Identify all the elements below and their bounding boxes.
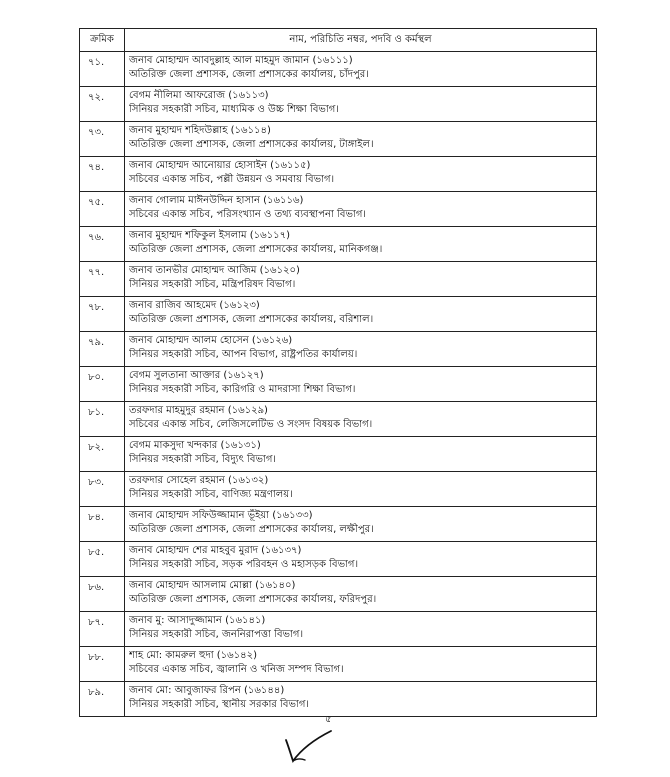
officer-details xyxy=(125,367,597,402)
table-header-row xyxy=(80,29,597,52)
officer-post: সিনিয়র সহকারী সচিব, বাণিজ্য মন্ত্রণালয়। xyxy=(129,489,293,500)
officer-name: জনাব মুহাম্মদ শহিদউল্লাহ (১৬১১৪) xyxy=(129,125,271,136)
officer-details xyxy=(125,542,597,577)
serial-column-header: ক্রমিক xyxy=(80,29,125,52)
officer-details xyxy=(125,437,597,472)
serial-number: ৭৮. xyxy=(80,297,125,332)
officer-details xyxy=(125,507,597,542)
serial-number: ৭৯. xyxy=(80,332,125,367)
table-row xyxy=(80,332,597,367)
officer-name: জনাব মুহাম্মদ শফিকুল ইসলাম (১৬১১৭) xyxy=(129,230,290,241)
officer-post: সচিবের একান্ত সচিব, লেজিসলেটিভ ও সংসদ বিষয়ক বিভাগ। xyxy=(129,419,373,430)
table-row xyxy=(80,612,597,647)
officer-details xyxy=(125,682,597,717)
serial-number: ৭৭. xyxy=(80,262,125,297)
signature-mark xyxy=(283,728,335,768)
officer-name: বেগম সুলতানা আক্তার (১৬১২৭) xyxy=(129,370,264,381)
officer-details xyxy=(125,227,597,262)
officer-name: শাহ মো: কামরুল হুদা (১৬১৪২) xyxy=(129,650,258,661)
officer-details xyxy=(125,192,597,227)
table-row xyxy=(80,157,597,192)
officer-name: তরফদার মাহমুদুর রহমান (১৬১২৯) xyxy=(129,405,268,416)
serial-number: ৮৮. xyxy=(80,647,125,682)
officer-details xyxy=(125,122,597,157)
serial-number: ৮৬. xyxy=(80,577,125,612)
officer-name: জনাব রাজিব আহমেদ (১৬১২৩) xyxy=(129,300,260,311)
serial-number: ৭১. xyxy=(80,52,125,87)
officer-post: সিনিয়র সহকারী সচিব, স্থানীয় সরকার বিভাগ। xyxy=(129,699,309,710)
serial-number: ৮১. xyxy=(80,402,125,437)
officer-post: সিনিয়র সহকারী সচিব, বিদ্যুৎ বিভাগ। xyxy=(129,454,276,465)
serial-number: ৮৩. xyxy=(80,472,125,507)
table-row xyxy=(80,437,597,472)
serial-number: ৭৪. xyxy=(80,157,125,192)
officer-name: জনাব মোহাম্মদ আনোয়ার হোসাইন (১৬১১৫) xyxy=(129,160,311,171)
officer-details xyxy=(125,577,597,612)
officer-post: সিনিয়র সহকারী সচিব, মন্ত্রিপরিষদ বিভাগ। xyxy=(129,279,296,290)
table-row xyxy=(80,122,597,157)
serial-number: ৮৫. xyxy=(80,542,125,577)
officer-post: সচিবের একান্ত সচিব, পরিসংখ্যান ও তথ্য ব্যবস্থাপনা বিভাগ। xyxy=(129,209,366,220)
table-row xyxy=(80,192,597,227)
officer-name: জনাব মো: আবুজাফর রিপন (১৬১৪৪) xyxy=(129,685,285,696)
table-row xyxy=(80,262,597,297)
officer-post: সচিবের একান্ত সচিব, পল্লী উন্নয়ন ও সমবায় বিভাগ। xyxy=(129,174,335,185)
officer-post: অতিরিক্ত জেলা প্রশাসক, জেলা প্রশাসকের কার্যালয়, ফরিদপুর। xyxy=(129,594,377,605)
serial-number: ৭২. xyxy=(80,87,125,122)
officer-details xyxy=(125,87,597,122)
officer-post: অতিরিক্ত জেলা প্রশাসক, জেলা প্রশাসকের কার্যালয়, বরিশাল। xyxy=(129,314,374,325)
officer-details xyxy=(125,157,597,192)
officer-details xyxy=(125,647,597,682)
table-row xyxy=(80,507,597,542)
officer-name: বেগম মাকসুদা খন্দকার (১৬১৩১) xyxy=(129,440,261,451)
serial-number: ৮৪. xyxy=(80,507,125,542)
details-column-header: নাম, পরিচিতি নম্বর, পদবি ও কর্মস্থল xyxy=(125,29,597,52)
serial-number: ৮৯. xyxy=(80,682,125,717)
officer-list-table xyxy=(79,28,597,717)
officer-post: সিনিয়র সহকারী সচিব, জননিরাপত্তা বিভাগ। xyxy=(129,629,304,640)
serial-number: ৭৩. xyxy=(80,122,125,157)
table-row xyxy=(80,297,597,332)
officer-post: অতিরিক্ত জেলা প্রশাসক, জেলা প্রশাসকের কার্যালয়, টাঙ্গাইল। xyxy=(129,139,374,150)
officer-post: অতিরিক্ত জেলা প্রশাসক, জেলা প্রশাসকের কার্যালয়, লক্ষীপুর। xyxy=(129,524,374,535)
serial-number: ৮২. xyxy=(80,437,125,472)
serial-number: ৮০. xyxy=(80,367,125,402)
officer-name: জনাব তানভীর মোহাম্মদ আজিম (১৬১২০) xyxy=(129,265,300,276)
serial-number: ৭৫. xyxy=(80,192,125,227)
officer-post: সিনিয়র সহকারী সচিব, সড়ক পরিবহন ও মহাসড়ক বিভাগ। xyxy=(129,559,359,570)
officer-name: জনাব মোহাম্মদ আসলাম মোল্লা (১৬১৪০) xyxy=(129,580,296,591)
officer-details xyxy=(125,52,597,87)
table-row xyxy=(80,52,597,87)
officer-post: সিনিয়র সহকারী সচিব, আপন বিভাগ, রাষ্ট্রপতির কার্যালয়। xyxy=(129,349,358,360)
table-row xyxy=(80,87,597,122)
officer-name: জনাব মোহাম্মদ আলম হোসেন (১৬১২৬) xyxy=(129,335,293,346)
officer-name: জনাব গোলাম মাঈনউদ্দিন হাসান (১৬১১৬) xyxy=(129,195,304,206)
serial-number: ৭৬. xyxy=(80,227,125,262)
officer-name: তরফদার সোহেল রহমান (১৬১৩২) xyxy=(129,475,269,486)
officer-details xyxy=(125,612,597,647)
page-number: ৫ xyxy=(325,714,332,725)
serial-number: ৮৭. xyxy=(80,612,125,647)
officer-details xyxy=(125,402,597,437)
table-row xyxy=(80,647,597,682)
officer-post: অতিরিক্ত জেলা প্রশাসক, জেলা প্রশাসকের কার্যালয়, মানিকগঞ্জ। xyxy=(129,244,383,255)
officer-details xyxy=(125,332,597,367)
table-row xyxy=(80,402,597,437)
officer-name: জনাব মু: আসাদুজ্জামান (১৬১৪১) xyxy=(129,615,266,626)
officer-post: সচিবের একান্ত সচিব, জ্বালানি ও খনিজ সম্পদ বিভাগ। xyxy=(129,664,344,675)
officer-details xyxy=(125,297,597,332)
officer-post: অতিরিক্ত জেলা প্রশাসক, জেলা প্রশাসকের কার্যালয়, চাঁদপুর। xyxy=(129,69,369,80)
officer-name: বেগম নীলিমা আফরোজ (১৬১১৩) xyxy=(129,90,269,101)
table-row xyxy=(80,682,597,717)
table-body xyxy=(80,52,597,717)
table-row xyxy=(80,542,597,577)
table-row xyxy=(80,227,597,262)
officer-name: জনাব মোহাম্মদ সফিউজ্জামান ভূঁইয়া (১৬১৩৩) xyxy=(129,510,313,521)
officer-details xyxy=(125,472,597,507)
officer-post: সিনিয়র সহকারী সচিব, মাধ্যমিক ও উচ্চ শিক্ষা বিভাগ। xyxy=(129,104,339,115)
officer-name: জনাব মোহাম্মদ শের মাহবুব মুরাদ (১৬১৩৭) xyxy=(129,545,302,556)
officer-details xyxy=(125,262,597,297)
table-row xyxy=(80,577,597,612)
officer-name: জনাব মোহাম্মদ আবদুল্লাহ আল মাহমুদ জামান (১৬১১১) xyxy=(129,55,353,66)
table-row xyxy=(80,472,597,507)
officer-post: সিনিয়র সহকারী সচিব, কারিগরি ও মাদরাসা শিক্ষা বিভাগ। xyxy=(129,384,356,395)
table-row xyxy=(80,367,597,402)
